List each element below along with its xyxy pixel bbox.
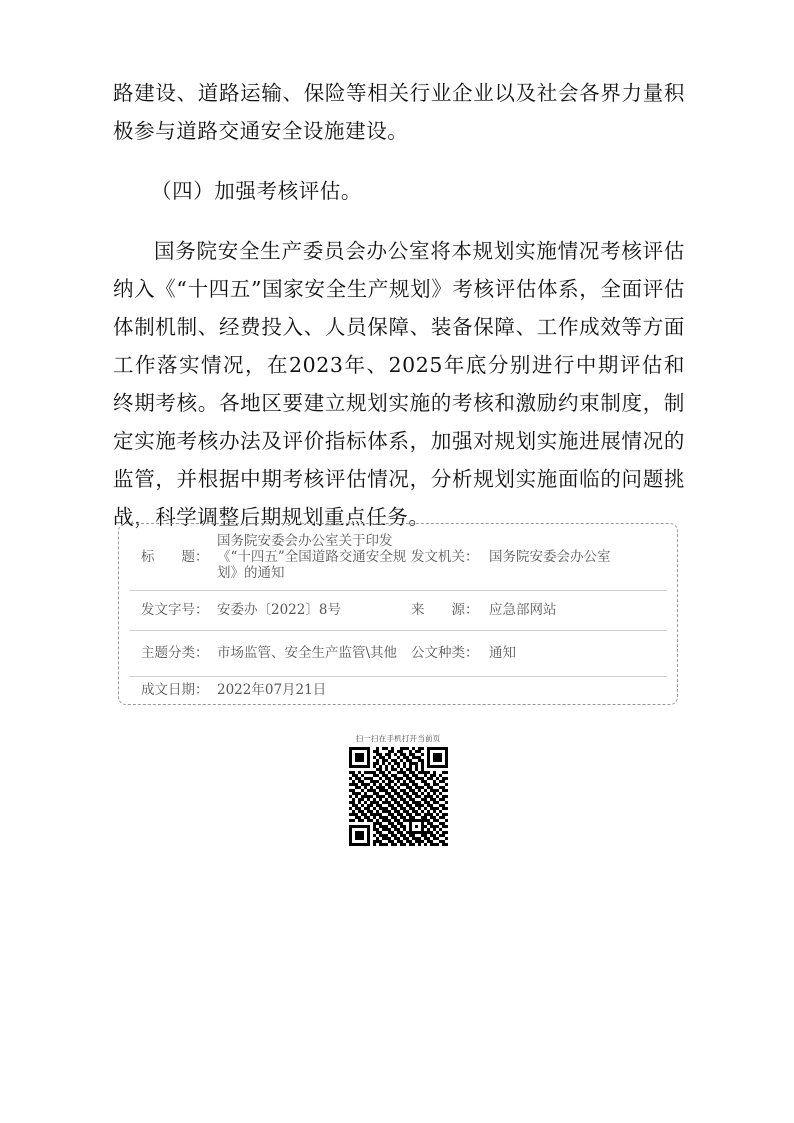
issuer-label: 发文机关：: [411, 549, 479, 565]
qr-caption: 扫一扫在手机打开当前页: [355, 734, 441, 743]
source-label: 来 源：: [411, 602, 479, 618]
info-row-topic: [129, 630, 667, 677]
section-heading: （四）加强考核评估。: [151, 179, 362, 203]
doc-type-value: 通知: [489, 645, 516, 661]
main-paragraph: 国务院安全生产委员会办公室将本规划实施情况考核评估纳入《“十四五”国家安全生产规划》考核评估体系，全面评估体制机制、经费投入、人员保障、装备保障、工作成效等方面工作落实情况，在2023年、2025年底分别进行中期评估和终期考核。各地区要建立规划实施的考核和激励约束制度，制定实施考核办法及评价指标体系，加强对规划实施进展情况的监管，并根据中期考核评估情况，分析规划实施面临的问题挑战，科学调整后期规划重点任务。: [113, 239, 685, 529]
title-label: 标 题：: [141, 549, 209, 565]
issuer-value: 国务院安委会办公室: [489, 549, 611, 565]
date-value: 2022年07月21日: [217, 682, 327, 698]
info-row-doc-number: [129, 590, 667, 631]
date-label: 成文日期：: [141, 682, 209, 698]
info-row-date: [129, 676, 667, 704]
qr-code-modules: [349, 747, 448, 846]
topic-label: 主题分类：: [141, 645, 209, 661]
source-value: 应急部网站: [489, 602, 557, 618]
doc-number-label: 发文字号：: [141, 602, 209, 618]
document-info-box: [118, 523, 678, 705]
continuation-paragraph: 路建设、道路运输、保险等相关行业企业以及社会各界力量积极参与道路交通安全设施建设。: [113, 81, 685, 143]
qr-code-icon[interactable]: [349, 747, 448, 846]
title-value: 国务院安委会办公室关于印发《“十四五”全国道路交通安全规划》的通知: [217, 533, 407, 581]
doc-type-label: 公文种类：: [411, 645, 479, 661]
doc-number-value: 安委办〔2022〕8号: [217, 602, 341, 618]
topic-value: 市场监管、安全生产监管\其他: [217, 645, 398, 661]
info-row-title: [129, 524, 667, 591]
